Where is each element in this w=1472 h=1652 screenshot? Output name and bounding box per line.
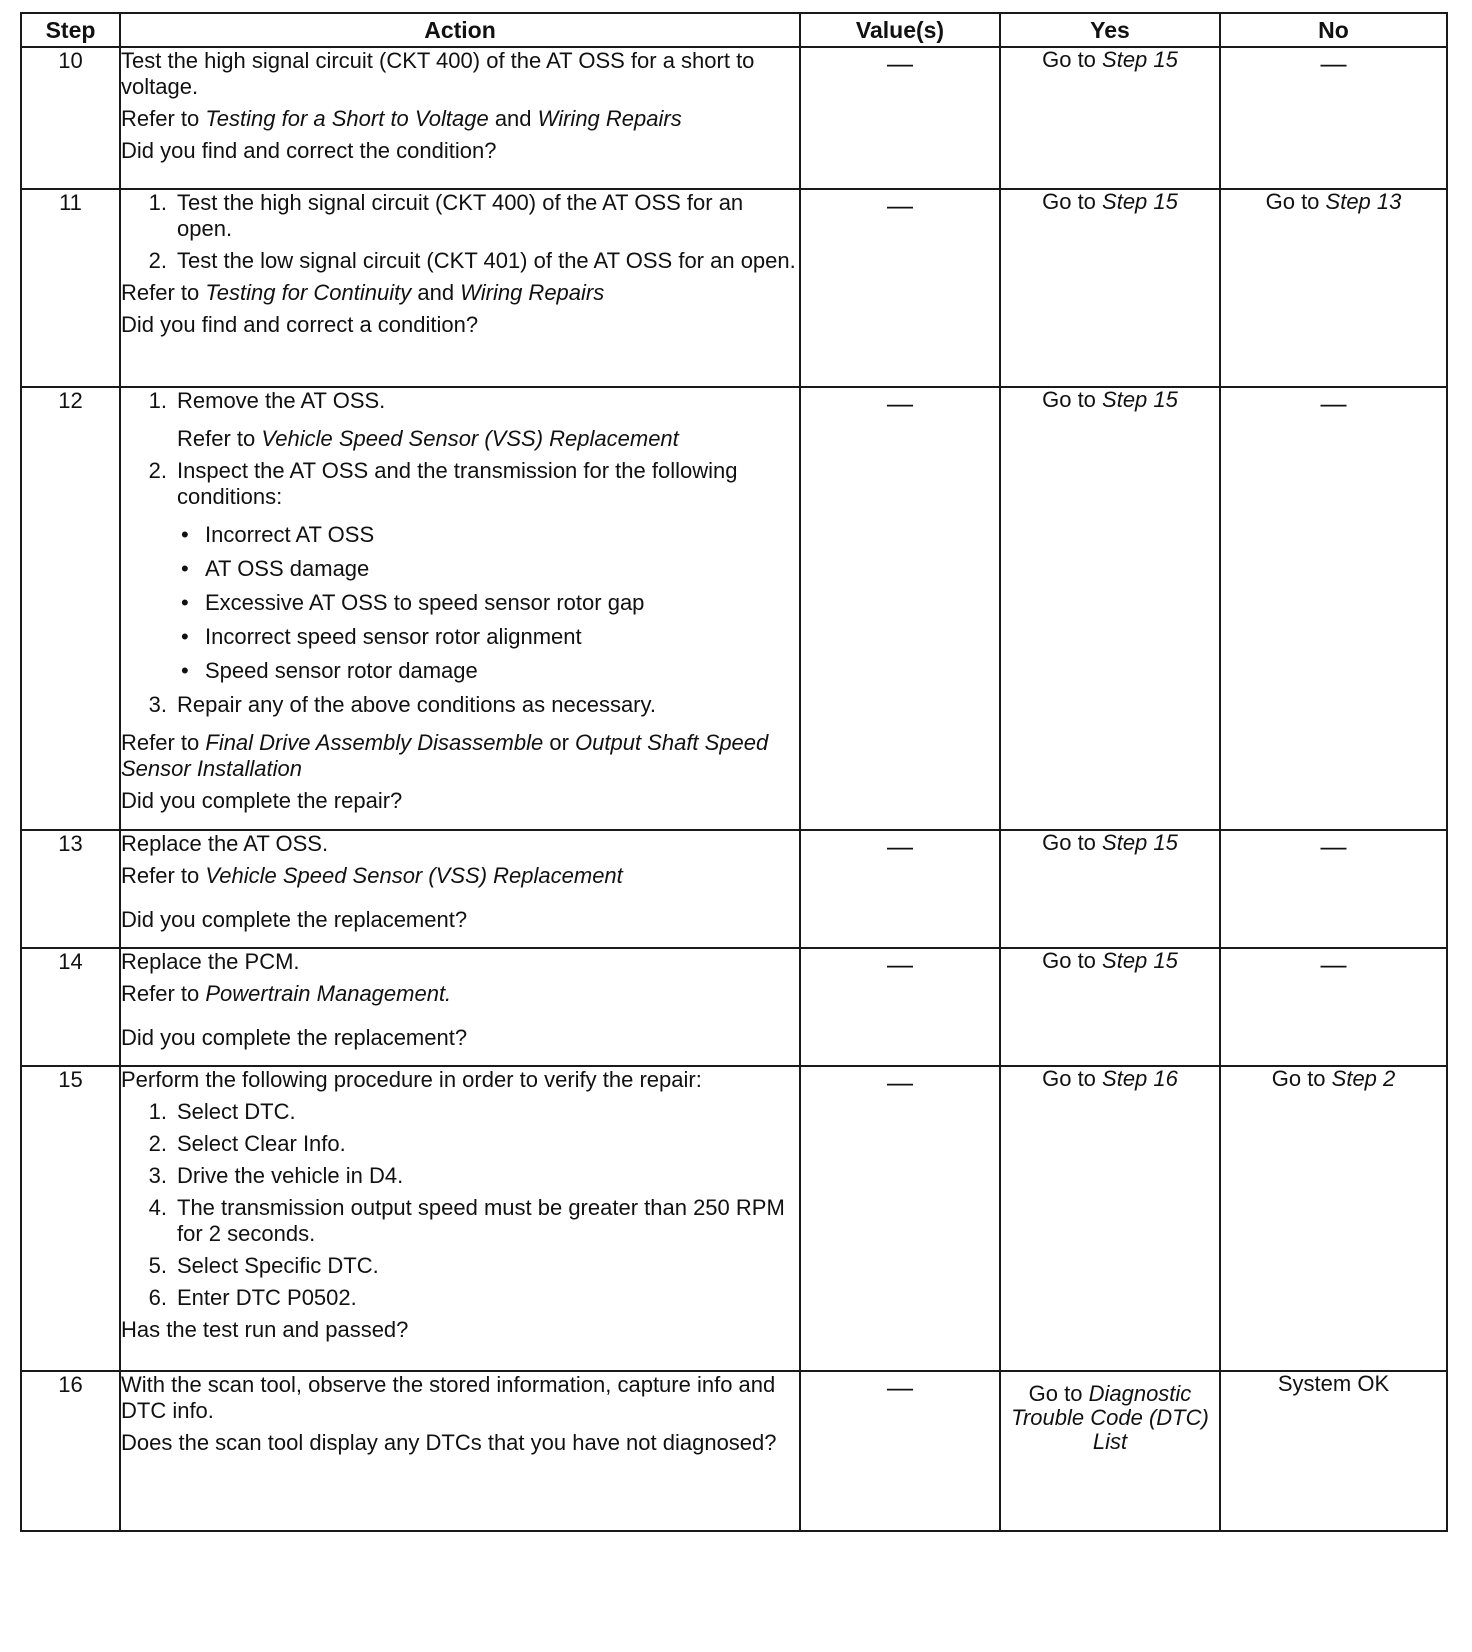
step-number: 14 (21, 948, 120, 1066)
reference-link[interactable]: Testing for a Short to Voltage (205, 106, 489, 131)
action-cell (120, 189, 800, 387)
value-cell: — (800, 1371, 1000, 1531)
procedure-list (121, 458, 799, 516)
procedure-list (121, 692, 799, 724)
bullet-item: • Excessive AT OSS to speed sensor rotor gap (181, 590, 645, 615)
procedure-list (121, 1099, 799, 1311)
value-cell: — (800, 387, 1000, 830)
yes-cell: Go to Step 15 (1000, 47, 1220, 189)
action-text: Replace the AT OSS. (121, 831, 329, 856)
action-cell (120, 830, 800, 948)
list-item: 1. Remove the AT OSS. (148, 388, 386, 413)
value-cell: — (800, 189, 1000, 387)
step-link[interactable]: Step 15 (1102, 189, 1178, 214)
action-text: Replace the PCM. (121, 949, 300, 974)
no-cell: System OK (1220, 1371, 1447, 1531)
header-yes: Yes (1000, 13, 1220, 47)
reference-link[interactable]: Testing for Continuity (205, 280, 412, 305)
yes-cell: Go to Step 15 (1000, 387, 1220, 830)
table-row (21, 387, 1447, 830)
yes-cell: Go to Step 15 (1000, 830, 1220, 948)
step-link[interactable]: Step 15 (1102, 830, 1178, 855)
question-text: Has the test run and passed? (121, 1317, 409, 1342)
bullet-item: • Speed sensor rotor damage (181, 658, 478, 683)
no-cell: Go to Step 2 (1220, 1066, 1447, 1371)
reference-link[interactable]: Wiring Repairs (460, 280, 605, 305)
action-cell (120, 387, 800, 830)
table-row (21, 1066, 1447, 1371)
yes-cell: Go to Step 15 (1000, 189, 1220, 387)
action-cell (120, 1371, 800, 1531)
reference-link[interactable]: Vehicle Speed Sensor (VSS) Replacement (205, 863, 623, 888)
question-text: Did you complete the repair? (121, 788, 403, 813)
list-item: 5. Select Specific DTC. (148, 1253, 379, 1278)
table-row (21, 948, 1447, 1066)
step-number: 16 (21, 1371, 120, 1531)
action-cell (120, 948, 800, 1066)
list-item: 3. Repair any of the above conditions as necessary. (148, 692, 656, 717)
action-cell (120, 47, 800, 189)
question-text: Did you complete the replacement? (121, 907, 468, 932)
reference-text: Refer to Testing for Continuity and Wiring Repairs (121, 280, 605, 305)
table-row (21, 189, 1447, 387)
diagnostic-table (20, 12, 1448, 1532)
reference-link[interactable]: Vehicle Speed Sensor (VSS) Replacement (261, 426, 679, 451)
action-text: Perform the following procedure in order to verify the repair: (121, 1067, 702, 1092)
yes-cell: Go to Step 15 (1000, 948, 1220, 1066)
header-step: Step (21, 13, 120, 47)
header-action: Action (120, 13, 800, 47)
question-text: Does the scan tool display any DTCs that you have not diagnosed? (121, 1430, 777, 1455)
step-number: 10 (21, 47, 120, 189)
reference-text: Refer to Vehicle Speed Sensor (VSS) Replacement (177, 426, 679, 451)
header-no: No (1220, 13, 1447, 47)
step-number: 12 (21, 387, 120, 830)
list-item: 3. Drive the vehicle in D4. (148, 1163, 404, 1188)
no-cell: — (1220, 47, 1447, 189)
step-link[interactable]: Diagnostic Trouble Code (DTC) List (1011, 1381, 1209, 1454)
reference-text: Refer to Powertrain Management. (121, 981, 452, 1006)
step-link[interactable]: Step 2 (1331, 1066, 1396, 1091)
no-cell: Go to Step 13 (1220, 189, 1447, 387)
table-row (21, 830, 1447, 948)
step-number: 15 (21, 1066, 120, 1371)
table-row (21, 47, 1447, 189)
list-item: 2. Select Clear Info. (148, 1131, 346, 1156)
reference-link[interactable]: Wiring Repairs (537, 106, 682, 131)
step-link[interactable]: Step 15 (1102, 948, 1178, 973)
procedure-list (121, 388, 799, 420)
list-item: 2. Inspect the AT OSS and the transmission for the following conditions: (148, 458, 738, 509)
question-text: Did you find and correct a condition? (121, 312, 479, 337)
bullet-item: • AT OSS damage (181, 556, 370, 581)
table-row (21, 1371, 1447, 1531)
yes-cell: Go to Diagnostic Trouble Code (DTC) List (1000, 1371, 1220, 1531)
no-cell: — (1220, 948, 1447, 1066)
step-link[interactable]: Step 15 (1102, 47, 1178, 72)
bullet-item: • Incorrect AT OSS (181, 522, 375, 547)
value-cell: — (800, 1066, 1000, 1371)
reference-text: Refer to Testing for a Short to Voltage and Wiring Repairs (121, 106, 682, 131)
value-cell: — (800, 47, 1000, 189)
procedure-list (121, 190, 799, 274)
no-cell: — (1220, 387, 1447, 830)
step-link[interactable]: Step 13 (1325, 189, 1402, 214)
question-text: Did you complete the replacement? (121, 1025, 468, 1050)
reference-text: Refer to Final Drive Assembly Disassemble or Output Shaft Speed Sensor Installation (121, 730, 769, 781)
list-item: 2. Test the low signal circuit (CKT 401) of the AT OSS for an open. (148, 248, 796, 273)
list-item: 6. Enter DTC P0502. (148, 1285, 357, 1310)
list-item: 1. Select DTC. (148, 1099, 296, 1124)
step-number: 11 (21, 189, 120, 387)
value-cell: — (800, 830, 1000, 948)
action-text: Test the high signal circuit (CKT 400) of the AT OSS for a short to voltage. (121, 48, 755, 99)
list-item: 4. The transmission output speed must be greater than 250 RPM for 2 seconds. (148, 1195, 785, 1246)
reference-text: Refer to Vehicle Speed Sensor (VSS) Replacement (121, 863, 623, 888)
no-cell: — (1220, 830, 1447, 948)
header-values: Value(s) (800, 13, 1000, 47)
yes-cell: Go to Step 16 (1000, 1066, 1220, 1371)
step-link[interactable]: Step 16 (1102, 1066, 1178, 1091)
bullet-item: • Incorrect speed sensor rotor alignment (181, 624, 582, 649)
action-text: With the scan tool, observe the stored information, capture info and DTC info. (121, 1372, 776, 1423)
value-cell: — (800, 948, 1000, 1066)
condition-list (121, 522, 799, 692)
question-text: Did you find and correct the condition? (121, 138, 497, 163)
reference-link[interactable]: Output Shaft Speed Sensor Installation (121, 730, 769, 781)
reference-link[interactable]: Final Drive Assembly Disassemble (205, 730, 544, 755)
action-cell (120, 1066, 800, 1371)
step-link[interactable]: Step 15 (1102, 387, 1178, 412)
reference-link[interactable]: Powertrain Management. (205, 981, 452, 1006)
step-number: 13 (21, 830, 120, 948)
header-row (21, 13, 1447, 47)
list-item: 1. Test the high signal circuit (CKT 400) of the AT OSS for an open. (148, 190, 744, 241)
